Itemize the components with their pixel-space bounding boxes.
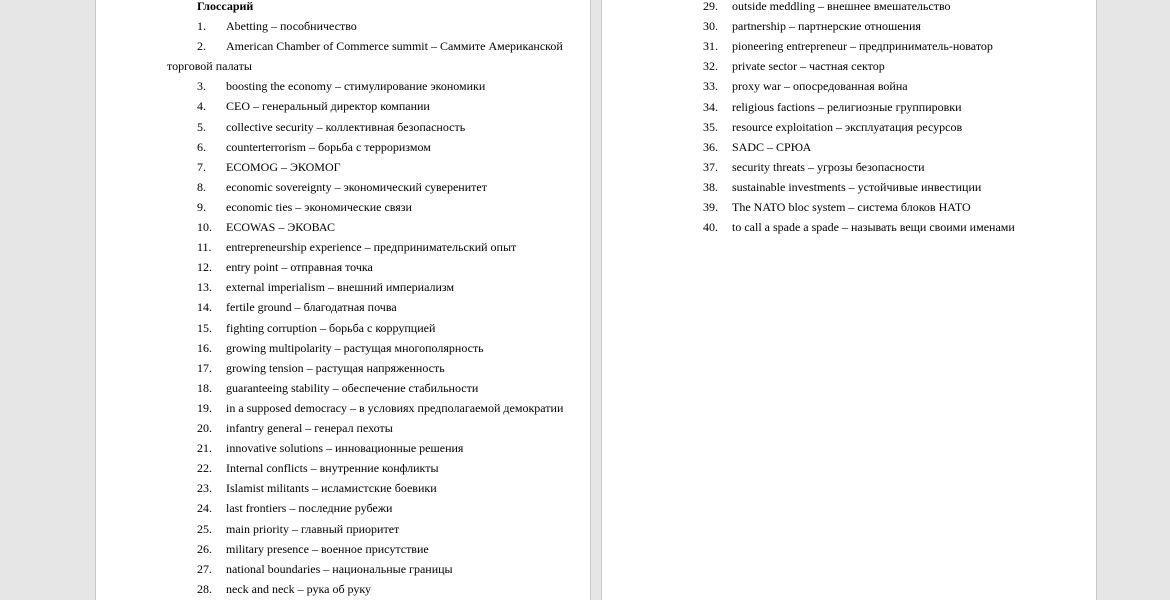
glossary-item-text: ECOMOG – ЭКОМОГ — [226, 159, 341, 174]
glossary-item-number: 14. — [197, 300, 212, 315]
glossary-item-text: entry point – отправная точка — [226, 260, 373, 275]
glossary-item-number: 28. — [197, 581, 212, 596]
glossary-item-text: economic ties – экономические связи — [226, 199, 412, 214]
glossary-item-number: 35. — [703, 119, 718, 134]
glossary-item-number: 30. — [703, 19, 718, 34]
glossary-item-text: boosting the economy – стимулирование экономики — [226, 79, 486, 94]
glossary-item-number: 22. — [197, 461, 212, 476]
glossary-item-number: 36. — [703, 139, 718, 154]
glossary-item-number: 20. — [197, 421, 212, 435]
glossary-item-text: last frontiers – последние рубежи — [226, 501, 393, 516]
glossary-item-number: 5. — [197, 119, 206, 134]
glossary-item-number: 3. — [197, 79, 206, 94]
glossary-item-text: neck and neck – рука об руку — [226, 581, 372, 596]
glossary-item-text: fighting corruption – борьба с коррупцией — [226, 320, 436, 335]
glossary-item-text: growing tension – растущая напряженность — [226, 360, 445, 375]
glossary-item-number: 16. — [197, 340, 212, 355]
glossary-item-text: Abetting – пособничество — [226, 19, 357, 33]
glossary-item-text: religious factions – религиозные группировки — [732, 99, 962, 114]
glossary-item-text: proxy war – опосредованная война — [732, 79, 908, 94]
glossary-item-text: collective security – коллективная безопасность — [226, 119, 466, 134]
glossary-item-text: outside meddling – внешнее вмешательство — [732, 0, 951, 13]
glossary-item-number: 4. — [197, 99, 206, 114]
glossary-item-text: military presence – военное присутствие — [226, 541, 429, 556]
glossary-item-number: 37. — [703, 159, 718, 174]
glossary-item-text: growing multipolarity – растущая многополярность — [226, 340, 484, 355]
glossary-item-number: 29. — [703, 0, 718, 13]
glossary-item-number: 31. — [703, 39, 718, 54]
glossary-item-number: 27. — [197, 561, 212, 576]
glossary-item-number: 38. — [703, 179, 718, 194]
glossary-item-number: 19. — [197, 400, 212, 415]
glossary-item-number: 33. — [703, 79, 718, 94]
glossary-item-number: 39. — [703, 200, 718, 214]
glossary-item-text: innovative solutions – инновационные решения — [226, 441, 464, 456]
glossary-item-number: 24. — [197, 501, 212, 516]
glossary-item-number: 1. — [197, 19, 206, 33]
glossary-item-text: entrepreneurship experience – предпринимательский опыт — [226, 240, 517, 255]
glossary-item-text: economic sovereignty – экономический суверенитет — [226, 179, 487, 194]
glossary-item-text: security threats – угрозы безопасности — [732, 159, 925, 174]
glossary-item-number: 15. — [197, 320, 212, 335]
document-page-left — [95, 0, 591, 600]
glossary-item-text: in a supposed democracy – в условиях предполагаемой демократии — [226, 400, 564, 415]
glossary-item-number: 32. — [703, 59, 718, 74]
glossary-heading: Глоссарий — [197, 0, 254, 13]
glossary-item-number: 10. — [197, 220, 212, 234]
glossary-item-number: 11. — [197, 240, 212, 255]
glossary-item-number: 23. — [197, 481, 212, 496]
glossary-item-text: American Chamber of Commerce summit – Саммите Американской — [226, 39, 563, 54]
glossary-item-text: private sector – частная сектор — [732, 59, 885, 74]
glossary-item-text: counterterrorism – борьба с терроризмом — [226, 139, 431, 154]
glossary-item-text: sustainable investments – устойчивые инвестиции — [732, 179, 982, 194]
glossary-item-text: national boundaries – национальные границы — [226, 561, 453, 576]
glossary-item-text: partnership – партнерские отношения — [732, 19, 921, 34]
glossary-item-continuation: торговой палаты — [167, 59, 252, 74]
glossary-item-text: The NATO bloc system – система блоков НАТО — [732, 200, 971, 214]
glossary-item-number: 25. — [197, 521, 212, 536]
glossary-item-text: external imperialism – внешний империализм — [226, 280, 455, 295]
glossary-item-number: 40. — [703, 220, 718, 235]
glossary-item-text: main priority – главный приоритет — [226, 521, 400, 536]
glossary-item-number: 2. — [197, 39, 206, 54]
glossary-item-text: guaranteeing stability – обеспечение стабильности — [226, 380, 479, 395]
glossary-item-number: 6. — [197, 139, 206, 154]
glossary-item-text: SADC – СРЮА — [732, 139, 812, 154]
glossary-item-text: Internal conflicts – внутренние конфликты — [226, 461, 439, 476]
glossary-item-text: ECOWAS – ЭКОВАС — [226, 220, 335, 234]
glossary-item-number: 17. — [197, 360, 212, 375]
glossary-item-number: 7. — [197, 159, 206, 174]
glossary-item-number: 13. — [197, 280, 212, 295]
glossary-item-number: 18. — [197, 380, 212, 395]
glossary-item-text: pioneering entrepreneur – предприниматель-новатор — [732, 39, 993, 54]
glossary-item-text: Islamist militants – исламистские боевики — [226, 481, 437, 496]
glossary-item-text: infantry general – генерал пехоты — [226, 421, 393, 435]
glossary-item-number: 34. — [703, 99, 718, 114]
glossary-item-number: 26. — [197, 541, 212, 556]
document-page-right — [601, 0, 1097, 600]
glossary-item-text: fertile ground – благодатная почва — [226, 300, 397, 315]
glossary-item-text: CEO – генеральный директор компании — [226, 99, 430, 114]
glossary-item-number: 8. — [197, 179, 206, 194]
glossary-item-text: to call a spade a spade – называть вещи своими именами — [732, 220, 1015, 235]
glossary-item-number: 21. — [197, 441, 212, 456]
glossary-item-number: 12. — [197, 260, 212, 275]
glossary-item-text: resource exploitation – эксплуатация ресурсов — [732, 119, 963, 134]
glossary-item-number: 9. — [197, 199, 206, 214]
